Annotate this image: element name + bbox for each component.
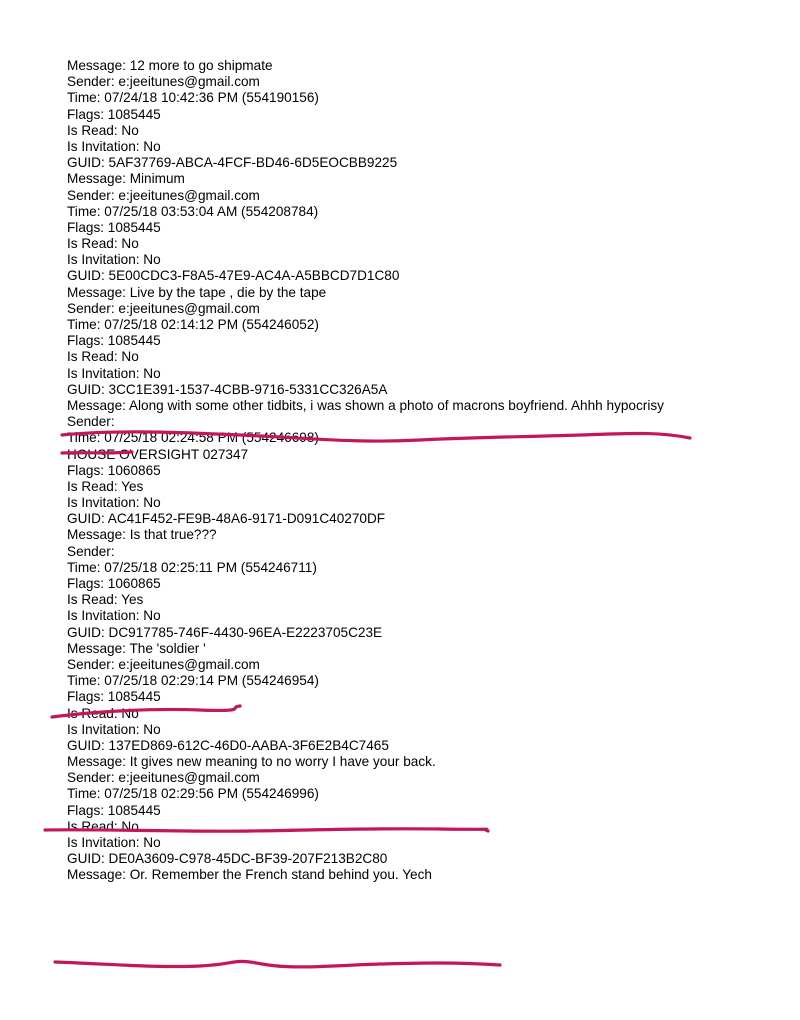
sender-line: Sender: e:jeeitunes@gmail.com — [67, 656, 260, 672]
time-line: Time: 07/25/18 02:14:12 PM (554246052) — [67, 317, 319, 332]
is-invitation-line: Is Invitation: No — [67, 252, 161, 268]
guid-line: GUID: 137ED869-612C-46D0-AABA-3F6E2B4C7465 — [67, 737, 389, 753]
is-read-line: Is Read: No — [67, 122, 139, 138]
time-line: Time: 07/25/18 03:53:04 AM (554208784) — [67, 203, 319, 219]
sender-line: Sender: — [67, 543, 115, 559]
is-read-line: Is Read: No — [67, 818, 139, 834]
sender-line: Sender: e:jeeitunes@gmail.com — [67, 74, 260, 90]
flags-line: Flags: 1085445 — [67, 333, 161, 349]
time-line: Time: 07/25/18 02:29:56 PM (554246996) — [67, 786, 319, 802]
is-read-line: Is Read: Yes — [67, 478, 144, 494]
message-line-highlighted: Message: Along with some other tidbits, i was shown a photo of macrons boyfriend. Ahhh hypocrisy — [67, 397, 664, 413]
sender-line: Sender: e:jeeitunes@gmail.com — [67, 187, 260, 203]
guid-line: GUID: 5E00CDC3-F8A5-47E9-AC4A-A5BBCD7D1C80 — [67, 268, 400, 284]
flags-line: Flags: 1085445 — [67, 802, 161, 818]
is-read-line: Is Read: No — [67, 705, 139, 721]
is-read-line: Is Read: No — [67, 236, 139, 252]
message-line: Message: Live by the tape , die by the tape — [67, 284, 327, 300]
is-read-line: Is Read: Yes — [67, 592, 144, 608]
flags-line: Flags: 1060865 — [67, 462, 161, 478]
flags-line: Flags: 1085445 — [67, 689, 161, 705]
underline-mark-yech — [55, 961, 500, 967]
guid-line: GUID: 5AF37769-ABCA-4FCF-BD46-6D5EOCBB9225 — [67, 155, 398, 171]
is-invitation-line: Is Invitation: No — [67, 138, 161, 154]
flags-line: Flags: 1085445 — [67, 219, 161, 235]
is-invitation-line: Is Invitation: No — [67, 608, 161, 624]
guid-line: GUID: DE0A3609-C978-45DC-BF39-207F213B2C80 — [67, 851, 388, 867]
time-line: Time: 07/25/18 02:29:14 PM (554246954) — [67, 673, 319, 689]
is-invitation-line: Is Invitation: No — [67, 365, 161, 381]
message-line-highlighted: Message: The 'soldier ' — [67, 640, 206, 656]
message-line: Message: 12 more to go shipmate — [67, 58, 273, 73]
guid-line: GUID: 3CC1E391-1537-4CBB-9716-5331CC326A5A — [67, 381, 388, 397]
is-invitation-line: Is Invitation: No — [67, 835, 161, 851]
flags-line: Flags: 1085445 — [67, 106, 161, 122]
is-invitation-line: Is Invitation: No — [67, 495, 161, 511]
sender-line: Sender: e:jeeitunes@gmail.com — [67, 770, 260, 786]
time-line: Time: 07/24/18 10:42:36 PM (554190156) — [67, 90, 319, 106]
is-read-line: Is Read: No — [67, 349, 139, 365]
sender-line: Sender: — [67, 414, 115, 430]
guid-line: GUID: DC917785-746F-4430-96EA-E2223705C23E — [67, 624, 383, 640]
bates-stamp: HOUSE OVERSIGHT 027347 — [67, 446, 249, 462]
is-invitation-line: Is Invitation: No — [67, 721, 161, 737]
flags-line: Flags: 1060865 — [67, 576, 161, 592]
time-line: Time: 07/25/18 02:25:11 PM (554246711) — [67, 559, 317, 575]
message-line: Message: Minimum — [67, 171, 185, 187]
message-log — [67, 58, 747, 884]
message-line-highlighted: Message: Or. Remember the French stand behind you. Yech — [67, 867, 432, 883]
message-line: Message: Is that true??? — [67, 527, 217, 543]
time-line: Time: 07/25/18 02:24:58 PM (554246698) — [67, 430, 319, 446]
guid-line: GUID: AC41F452-FE9B-48A6-9171-D091C40270DF — [67, 511, 386, 527]
message-line-highlighted: Message: It gives new meaning to no worry I have your back. — [67, 754, 436, 770]
sender-line: Sender: e:jeeitunes@gmail.com — [67, 300, 260, 316]
